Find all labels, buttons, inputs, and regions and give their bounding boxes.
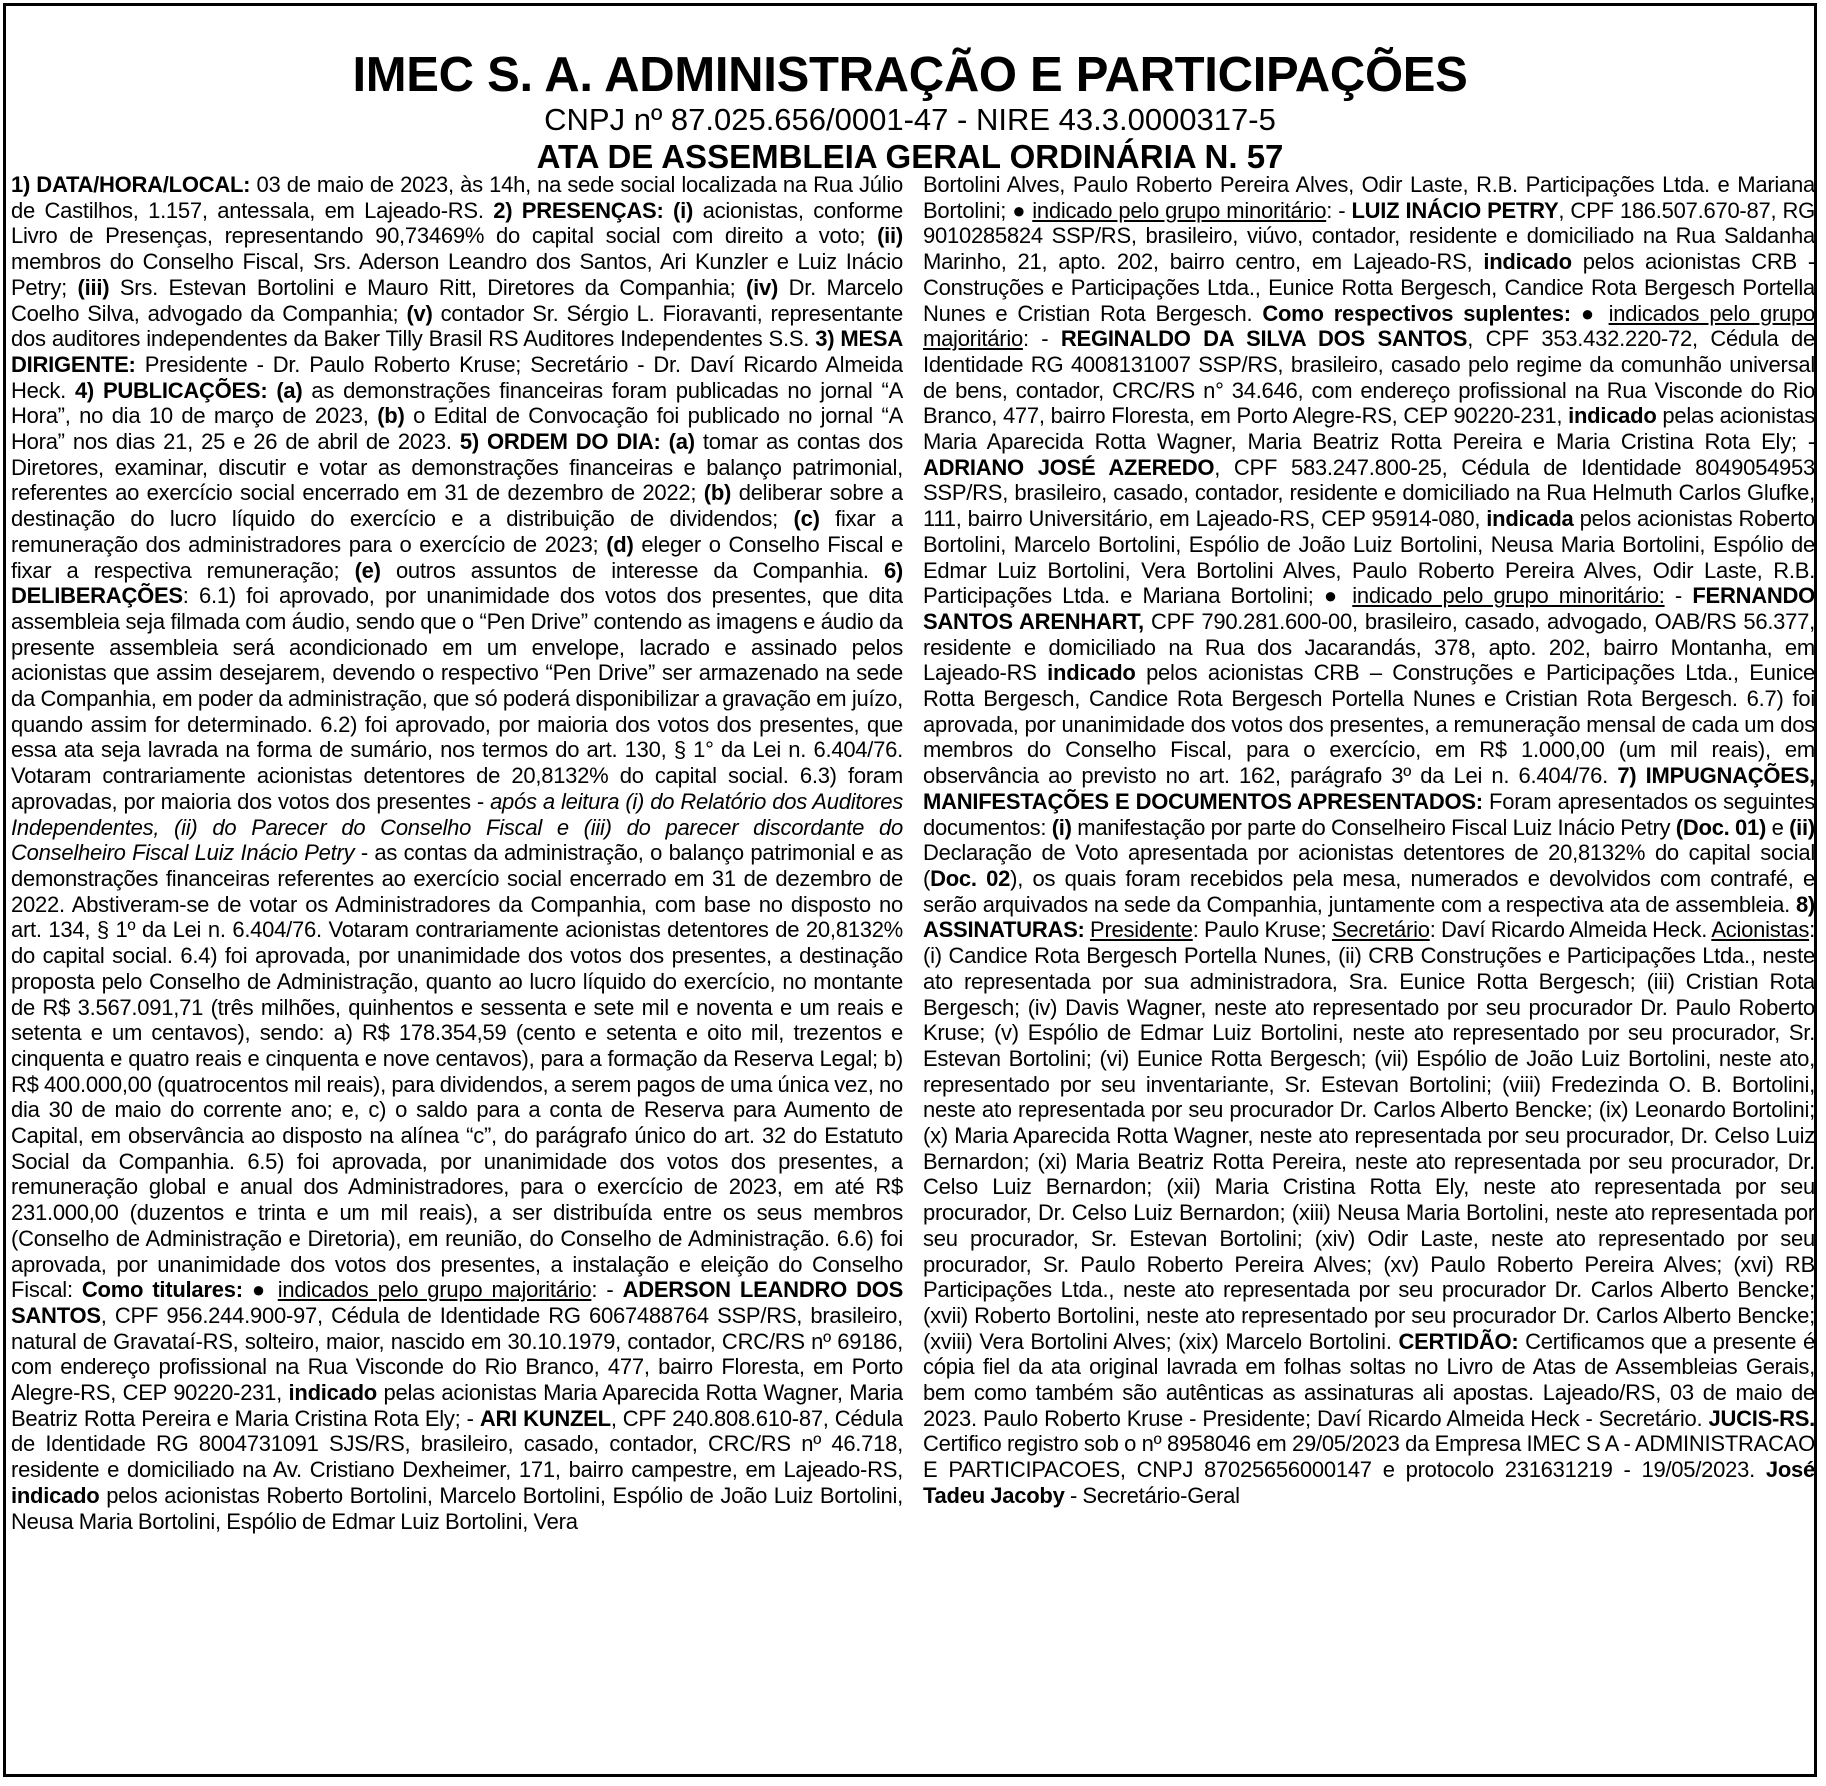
section-7-text: Declaração de Voto apresentada por acionistas detentores de 20,8132% do capital social ( bbox=[923, 840, 1815, 891]
section-7-label: 7) IMPUGNAÇÕES, MANIFESTAÇÕES E DOCUMENTOS APRESENTADOS: bbox=[923, 763, 1815, 814]
item-marker: (b) bbox=[703, 480, 732, 506]
left-column-text bbox=[11, 172, 903, 1534]
section-2-text: membros do Conselho Fiscal, Srs. Aderson Leandro dos Santos, Ari Kunzler e Luiz Inácio Petry; bbox=[11, 249, 903, 300]
indicado-text: pelas acionistas Maria Aparecida Rotta Wagner, Maria Beatriz Rotta Pereira e Maria Cristina Rota Ely; - bbox=[923, 403, 1815, 455]
item-marker: (ii) bbox=[1789, 814, 1815, 840]
section-7-text: Foram apresentados os seguintes documentos: bbox=[923, 788, 1815, 840]
presidente-name: : Paulo Kruse; bbox=[1192, 917, 1332, 943]
person-name: ARI KUNZEL bbox=[479, 1405, 611, 1431]
company-title: IMEC S. A. ADMINISTRAÇÃO E PARTICIPAÇÕES bbox=[352, 48, 1468, 102]
section-4-label: 4) PUBLICAÇÕES: bbox=[74, 377, 268, 403]
acionistas-label: Acionistas bbox=[1711, 917, 1810, 943]
section-5-label: 5) ORDEM DO DIA: bbox=[459, 429, 661, 455]
section-3-text: Presidente - Dr. Paulo Roberto Kruse; Secretário - Dr. Daví Ricardo Almeida Heck. bbox=[11, 351, 903, 403]
item-marker: (e) bbox=[354, 557, 381, 583]
secretario-label: Secretário bbox=[1331, 917, 1430, 943]
doc-01-label: (Doc. 01) bbox=[1675, 814, 1767, 840]
indicado-label: indicado bbox=[11, 1482, 100, 1508]
right-column-text bbox=[923, 172, 1815, 1509]
item-marker: (iv) bbox=[746, 274, 779, 300]
indicado-text: pelas acionistas Maria Aparecida Rotta Wagner, Maria Beatriz Rotta Pereira e Maria Cristina Rota Ely; - bbox=[11, 1380, 903, 1431]
bullet: ● bbox=[1570, 300, 1609, 326]
section-5-text: deliberar sobre a destinação do lucro líquido do exercício e a distribuição de dividendos; bbox=[11, 480, 903, 532]
indicado-text: pelos acionistas Roberto Bortolini, Marcelo Bortolini, Espólio de João Luiz Bortolini, Neusa Maria Bortolini, Espólio de Edmar Luiz Bortolini, Vera bbox=[11, 1482, 903, 1534]
majority-group-label: indicados pelo grupo majoritário bbox=[923, 300, 1815, 352]
suplentes-label: Como respectivos suplentes: bbox=[1262, 300, 1571, 326]
item-marker: (ii) bbox=[877, 223, 903, 249]
jucis-text: Certifico registro sob o nº 8958046 em 29/05/2023 da Empresa IMEC S A - ADMINISTRACAO E PARTICIPACOES, CNPJ 87025656000147 e protocolo 231631219 - 19/05/2023. bbox=[923, 1431, 1815, 1483]
indicado-text: pelos acionistas CRB – Construções e Participações Ltda., Eunice Rotta Bergesch, Candice Rota Bergesch Portella Nunes e Cristian Rota Bergesch. 6.7) foi aprovada, por unanimidade dos votos dos presentes, a remuneração mensal de cada um dos membros do Conselho Fiscal, para o exercício, em R$ 1.000,00 (um mil reais), em observância ao previsto no art. 162, parágrafo 3º da Lei n. 6.404/76. bbox=[923, 660, 1815, 789]
section-1-text: 03 de maio de 2023, às 14h, na sede social localizada na Rua Júlio de Castilhos, 1.157, antessala, em Lajeado-RS. bbox=[11, 172, 903, 223]
right-column bbox=[923, 172, 1815, 1772]
indicado-label: indicado bbox=[1568, 403, 1657, 429]
item-marker: (c) bbox=[793, 506, 820, 532]
indicado-label: indicado bbox=[1047, 660, 1136, 686]
section-2-text: contador Sr. Sérgio L. Fioravanti, representante dos auditores independentes da Baker Tilly Brasil RS Auditores Independentes S.S. bbox=[11, 300, 903, 352]
acionistas-list: : (i) Candice Rota Bergesch Portella Nunes, (ii) CRB Construções e Participações Ltda., neste ato representada por sua administradora, Sra. Eunice Rotta Bergesch; (iii) Cristian Rota Bergesch; (iv) Davis Wagner, neste ato representado por seu procurador Dr. Paulo Roberto Kruse; (v) Espólio de Edmar Luiz Bortolini, neste ato representado por seu procurador, Sr. Estevan Bortolini; (vi) Eunice Rotta Bergesch; (vii) Espólio de João Luiz Bortolini, neste ato, representado por seu inventariante, Sr. Estevan Bortolini; (viii) Fredezinda O. B. Bortolini, neste ato representada por seu procurador Dr. Carlos Alberto Bencke; (ix) Leonardo Bortolini; (x) Maria Aparecida Rotta Wagner, neste ato representada por seu procurador, Dr. Celso Luiz Bernardon; (xi) Maria Beatriz Rotta Pereira, neste ato representada por seu procurador, Dr. Celso Luiz Bernardon; (xii) Maria Cristina Rotta Ely, neste ato representada por seu procurador, Dr. Celso Luiz Bernardon; (xiii) Neusa Maria Bortolini, neste ato representada por seu procurador, Sr. Estevan Bortolini; (xiv) Odir Laste, neste ato representado por seu procurador, Sr. Paulo Roberto Pereira Alves; (xv) Paulo Roberto Pereira Alves; (xvi) RB Participações Ltda., neste ato representada por seu procurador Dr. Carlos Alberto Bencke; (xvii) Roberto Bortolini, neste ato representado por seu procurador Dr. Carlos Alberto Bencke; (xviii) Vera Bortolini Alves; (xix) Marcelo Bortolini. bbox=[923, 917, 1815, 1354]
person-name: ADERSON LEANDRO DOS SANTOS bbox=[11, 1277, 903, 1328]
section-6-text: : 6.1) foi aprovado, por unanimidade dos votos dos presentes, que dita assembleia seja filmada com áudio, sendo que o “Pen Drive” contendo as imagens e áudio da presente assembleia será acondicionado em um envelope, lacrado e assinado pelos acionistas que assim desejarem, devendo o respectivo “Pen Drive” ser armazenado na sede da Companhia, em poder da administração, que só poderá disponibilizar a gravação em juízo, quando assim for determinado. 6.2) foi aprovado, por maioria dos votos dos presentes, que essa ata seja lavrada na forma de sumário, nos termos do art. 130, § 1° da Lei n. 6.404/76. Votaram contrariamente acionistas detentores de 20,8132% do capital social. 6.3) foram aprovadas, por maioria dos votos dos presentes - bbox=[11, 583, 903, 814]
signatory-title: - Secretário-Geral bbox=[1064, 1482, 1240, 1508]
signatory-name: José Tadeu Jacoby bbox=[923, 1457, 1815, 1508]
section-6-text: - as contas da administração, o balanço patrimonial e as demonstrações financeiras referentes ao exercício social encerrado em 31 de dezembro de 2022. Abstiveram-se de votar os Administradores da Companhia, com base no disposto no art. 134, § 1º da Lei n. 6.404/76. Votaram contrariamente acionistas detentores de 20,8132% do capital social. 6.4) foi aprovada, por unanimidade dos votos dos presentes, a destinação proposta pelo Conselho de Administração, quanto ao lucro líquido do exercício, no montante de R$ 3.567.091,71 (três milhões, quinhentos e sessenta e sete mil e noventa e um reais e setenta e um centavos), sendo: a) R$ 178.354,59 (cento e setenta e oito mil, trezentos e cinquenta e quatro reais e cinquenta e nove centavos), para a formação da Reserva Legal; b) R$ 400.000,00 (quatrocentos mil reais), para dividendos, a serem pagos de uma única vez, no dia 30 de maio do corrente ano; e, c) o saldo para a conta de Reserva para Aumento de Capital, em observância ao disposto na alínea “c”, do parágrafo único do art. 32 do Estatuto Social da Companhia. 6.5) foi aprovada, por unanimidade dos votos dos presentes, a remuneração global e anual dos Administradores, para o exercício de 2023, em até R$ 231.000,00 (duzentos e trinta e um mil reais), a ser distribuída entre os seus membros (Conselho de Administração e Diretoria), em reunião, do Conselho de Administração. 6.6) foi aprovada, por unanimidade dos votos dos presentes, a instalação e eleição do Conselho Fiscal: bbox=[11, 840, 903, 1303]
certidao-text: Certificamos que a presente é cópia fiel da ata original lavrada em folhas soltas no Livro de Atas de Assembleias Gerais, bem como também são autênticas as assinaturas ali apostas. Lajeado/RS, 03 de maio de 2023. Paulo Roberto Kruse - Presidente; Daví Ricardo Almeida Heck - Secretário. bbox=[923, 1328, 1815, 1431]
titulares-label: Como titulares: bbox=[81, 1277, 243, 1303]
separator: : - bbox=[591, 1277, 623, 1303]
left-column bbox=[11, 172, 903, 1772]
jucis-label: JUCIS-RS. bbox=[1708, 1405, 1815, 1431]
indicado-label: indicado bbox=[288, 1380, 377, 1406]
company-registration: CNPJ nº 87.025.656/0001-47 - NIRE 43.3.0000317-5 bbox=[544, 102, 1276, 137]
secretario-name: : Daví Ricardo Almeida Heck. bbox=[1429, 917, 1712, 943]
section-2-text: Srs. Estevan Bortolini e Mauro Ritt, Diretores da Companhia; bbox=[109, 274, 747, 300]
person-details: , CPF 353.432.220-72, Cédula de Identidade RG 4008131007 SSP/RS, brasileiro, casado pelo regime da comunhão universal de bens, contador, CRC/RS n° 34.646, com endereço profissional na Rua Visconde do Rio Branco, 477, bairro Floresta, em Porto Alegre-RS, CEP 90220-231, bbox=[923, 326, 1815, 429]
majority-group-label: indicados pelo grupo majoritário bbox=[277, 1277, 592, 1303]
item-marker: (b) bbox=[377, 403, 405, 429]
person-details: CPF 790.281.600-00, brasileiro, casado, advogado, OAB/RS 56.377, residente e domiciliado na Rua dos Jacarandás, 378, apto. 202, bairro Montanha, em Lajeado-RS bbox=[923, 608, 1815, 686]
bullet: ● bbox=[242, 1277, 278, 1303]
section-4-text: o Edital de Convocação foi publicado no jornal “A Hora” nos dias 21, 25 e 26 de abril de 2023. bbox=[11, 403, 903, 455]
person-details: , CPF 240.808.610-87, Cédula de Identidade RG 8004731091 SJS/RS, brasileiro, casado, contador, CRC/RS nº 46.718, residente e domiciliado na Av. Cristiano Dexheimer, 171, bairro campestre, em Lajeado-RS, bbox=[11, 1405, 903, 1483]
section-7-text: ), os quais foram recebidos pela mesa, numerados e devolvidos com contrafé, e serão arquivados na sede da Companhia, juntamente com a respectiva ata de assembleia. bbox=[923, 865, 1815, 917]
section-6-label: 6) DELIBERAÇÕES bbox=[11, 557, 903, 609]
item-marker: (i) bbox=[663, 197, 694, 223]
section-7-text: manifestação por parte do Conselheiro Fiscal Luiz Inácio Petry bbox=[1071, 814, 1676, 840]
doc-02-label: Doc. 02 bbox=[930, 865, 1011, 891]
section-5-text: outros assuntos de interesse da Companhia. bbox=[380, 557, 884, 583]
section-5-text: fixar a remuneração dos administradores para o exercício de 2023; bbox=[11, 506, 903, 557]
indicado-label: indicado bbox=[1483, 249, 1572, 275]
item-marker: (i) bbox=[1051, 814, 1072, 840]
item-marker: (a) bbox=[267, 377, 303, 403]
item-marker: (v) bbox=[406, 300, 433, 326]
section-5-text: tomar as contas dos Diretores, examinar, discutir e votar as demonstrações financeiras e balanço patrimonial, referentes ao exercício social encerrado em 31 de dezembro de 2022; bbox=[11, 429, 903, 506]
separator: : - bbox=[1022, 326, 1061, 352]
section-1-label: 1) DATA/HORA/LOCAL: bbox=[11, 172, 251, 197]
indicado-text: pelos acionistas Roberto Bortolini, Marcelo Bortolini, Espólio de João Luiz Bortolini, Neusa Maria Bortolini, Espólio de Edmar Luiz Bortolini, Vera Bortolini Alves, Paulo Roberto Pereira Alves, Odir Laste, R.B. Participações Ltda. e Mariana Bortolini; ● bbox=[923, 506, 1815, 609]
indicado-label: indicada bbox=[1486, 506, 1574, 532]
section-8-label: 8) ASSINATURAS: bbox=[923, 891, 1815, 943]
section-6-italic-text: após a leitura (i) do Relatório dos Auditores Independentes, (ii) do Parecer do Conselho Fiscal e (iii) do parecer discordante do Conselheiro Fiscal Luiz Inácio Petry bbox=[11, 788, 903, 866]
separator: - bbox=[1664, 583, 1693, 609]
separator: : - bbox=[1326, 197, 1352, 223]
person-name: ADRIANO JOSÉ AZEREDO bbox=[923, 454, 1215, 480]
section-5-text: eleger o Conselho Fiscal e fixar a respectiva remuneração; bbox=[11, 531, 903, 583]
minority-group-label: indicado pelo grupo minoritário: bbox=[1352, 583, 1665, 609]
item-marker: (iii) bbox=[77, 274, 110, 300]
section-4-text: as demonstrações financeiras foram publicadas no jornal “A Hora”, no dia 10 de março de 2023, bbox=[11, 377, 903, 429]
person-name: REGINALDO DA SILVA DOS SANTOS bbox=[1060, 326, 1468, 352]
presidente-label: Presidente bbox=[1090, 917, 1193, 943]
section-2-label: 2) PRESENÇAS: bbox=[493, 197, 664, 223]
indicado-text: pelos acionistas CRB - Construções e Participações Ltda., Eunice Rotta Bergesch, Candice Rota Bergesch Portella Nunes e Cristian Rota Bergesch. bbox=[923, 249, 1815, 326]
section-3-label: 3) MESA DIRIGENTE: bbox=[11, 326, 903, 377]
minority-group-label: indicado pelo grupo minoritário bbox=[1032, 197, 1327, 223]
continued-text: Bortolini Alves, Paulo Roberto Pereira Alves, Odir Laste, R.B. Participações Ltda. e Mariana Bortolini; ● bbox=[923, 172, 1815, 223]
item-marker: (a) bbox=[660, 429, 695, 455]
person-details: , CPF 186.507.670-87, RG 9010285824 SSP/RS, brasileiro, viúvo, contador, residente e domiciliado na Rua Saldanha Marinho, 21, apto. 202, bairro centro, em Lajeado-RS, bbox=[923, 197, 1815, 275]
certidao-label: CERTIDÃO: bbox=[1398, 1328, 1519, 1354]
person-details: , CPF 956.244.900-97, Cédula de Identidade RG 6067488764 SSP/RS, brasileiro, natural de Gravataí-RS, solteiro, maior, nascido em 30.10.1979, contador, CRC/RS nº 69186, com endereço profissional na Rua Visconde do Rio Branco, 477, bairro Floresta, em Porto Alegre-RS, CEP 90220-231, bbox=[11, 1302, 903, 1406]
person-details: , CPF 583.247.800-25, Cédula de Identidade 8049054953 SSP/RS, brasileiro, casado, contador, residente e domiciliado na Rua Helmuth Carlos Glufke, 111, bairro Universitário, em Lajeado-RS, CEP 95914-080, bbox=[923, 454, 1815, 532]
person-name: LUIZ INÁCIO PETRY bbox=[1351, 197, 1559, 223]
section-2-text: Dr. Marcelo Coelho Silva, advogado da Companhia; bbox=[11, 274, 903, 326]
person-name: FERNANDO SANTOS ARENHART, bbox=[923, 583, 1815, 634]
section-7-text: e bbox=[1766, 814, 1790, 840]
item-marker: (d) bbox=[606, 531, 634, 557]
document-heading: ATA DE ASSEMBLEIA GERAL ORDINÁRIA N. 57 bbox=[536, 138, 1284, 175]
section-2-text: acionistas, conforme Livro de Presenças, representando 90,73469% do capital social com direito a voto; bbox=[11, 197, 903, 249]
